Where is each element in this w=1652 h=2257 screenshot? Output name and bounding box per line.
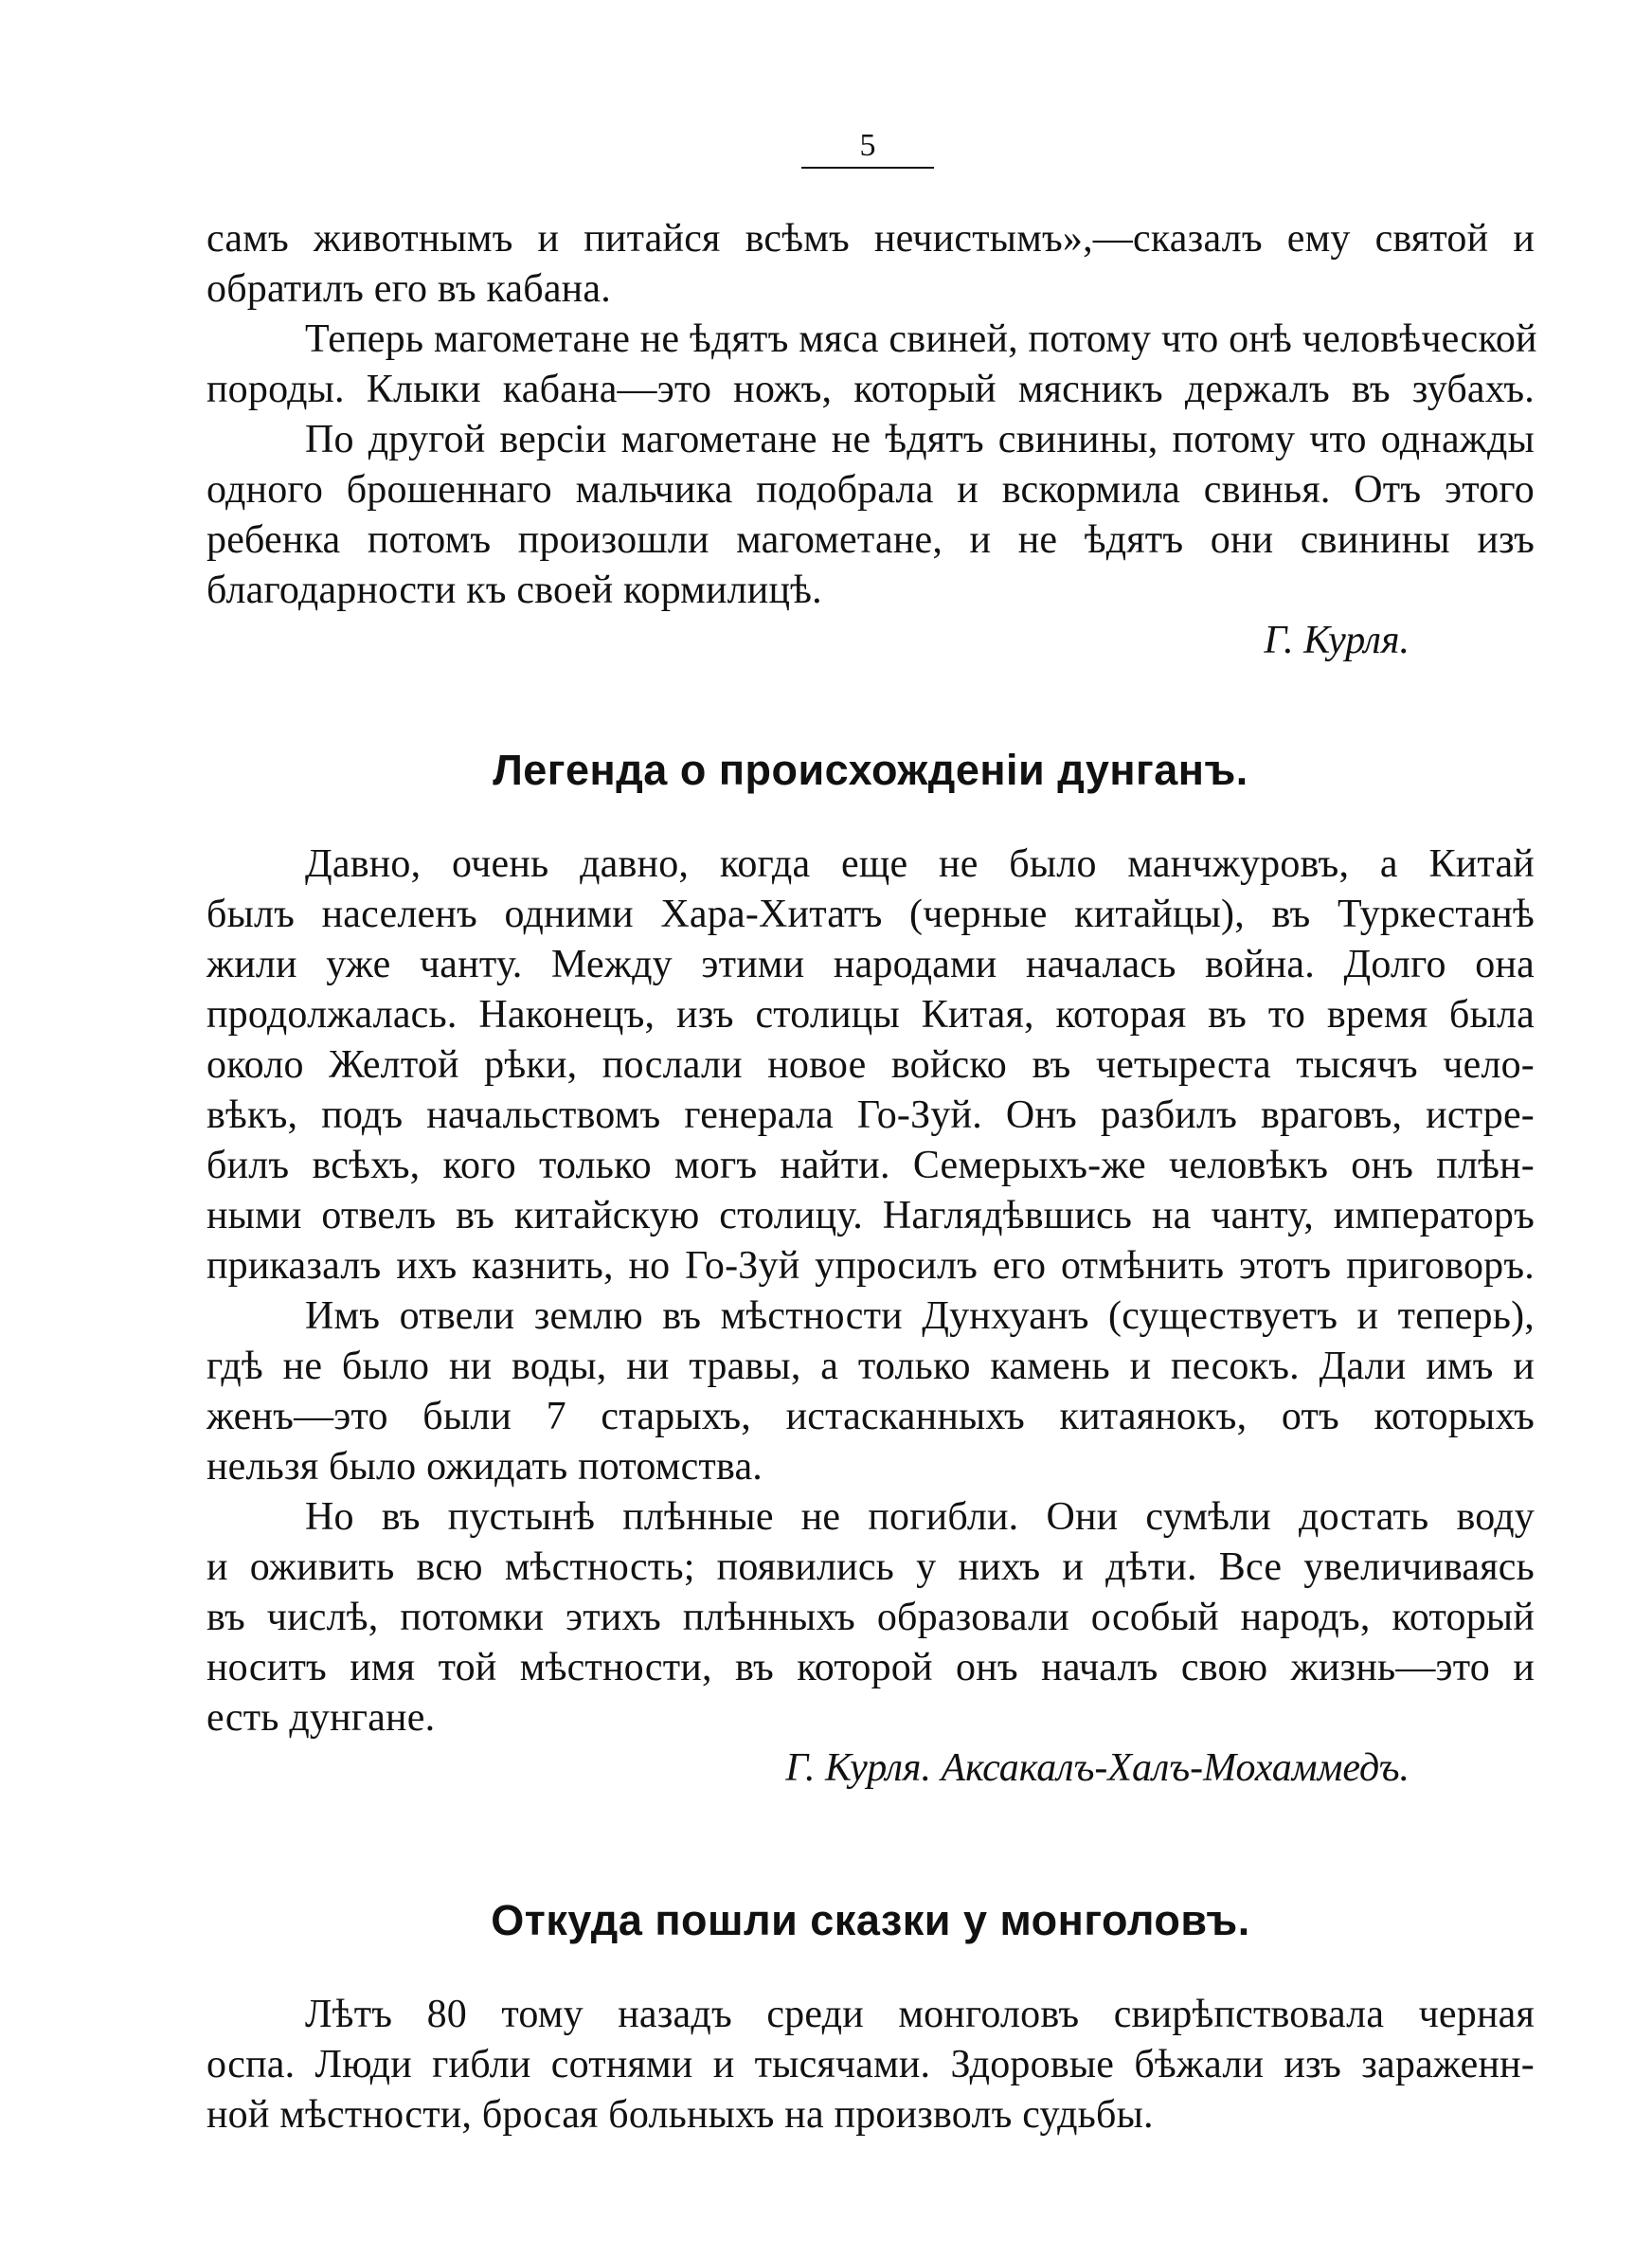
paragraph-line: ной мѣстности, бросая больныхъ на произволъ судьбы. [206, 2093, 1154, 2137]
paragraph-line: одного брошеннаго мальчика подобрала и вскормила свинья. Отъ этого [206, 468, 1535, 512]
signature: Г. Курля. Аксакалъ-Халъ-Мохаммедъ. [785, 1746, 1410, 1790]
signature: Г. Курля. [1264, 619, 1410, 662]
section-2-title: Легенда о происхожденіи дунганъ. [493, 746, 1248, 794]
paragraph-line: Но въ пустынѣ плѣнные не погибли. Они сумѣли достать воду [305, 1495, 1535, 1539]
paragraph-line: и оживить всю мѣстность; появились у нихъ и дѣти. Все увеличиваясь [206, 1545, 1535, 1589]
section-2-text [206, 840, 1535, 1794]
paragraph-line: По другой версіи магометане не ѣдятъ свинины, потому что однажды [305, 418, 1535, 461]
paragraph-line: гдѣ не было ни воды, ни травы, а только камень и песокъ. Дали имъ и [206, 1345, 1535, 1388]
paragraph-line: Давно, очень давно, когда еще не было манчжуровъ, а Китай [305, 842, 1535, 886]
section-3-title: Откуда пошли сказки у монголовъ. [491, 1896, 1250, 1944]
paragraph-line: самъ животнымъ и питайся всѣмъ нечистымъ»,—сказалъ ему святой и [206, 217, 1535, 261]
page-number-rule [801, 167, 934, 169]
paragraph-line: породы. Клыки кабана—это ножъ, который мясникъ держалъ въ зубахъ. [206, 368, 1535, 411]
paragraph-line: есть дунгане. [206, 1696, 436, 1740]
paragraph-line: оспа. Люди гибли сотнями и тысячами. Здоровые бѣжали изъ зараженн- [206, 2043, 1535, 2086]
page-number: 5 [859, 128, 876, 163]
paragraph-line: носитъ имя той мѣстности, въ которой онъ началъ свою жизнь—это и [206, 1646, 1535, 1689]
paragraph-line: около Желтой рѣки, послали новое войско въ четыреста тысячъ чело- [206, 1043, 1535, 1087]
paragraph-line: Имъ отвели землю въ мѣстности Дунхуанъ (существуетъ и теперь), [305, 1294, 1535, 1338]
paragraph-line: женъ—это были 7 старыхъ, истасканныхъ китаянокъ, отъ которыхъ [206, 1395, 1535, 1438]
paragraph-line: приказалъ ихъ казнить, но Го-Зуй упросилъ его отмѣнить этотъ приговоръ. [206, 1244, 1535, 1288]
paragraph-line: обратилъ его въ кабана. [206, 267, 611, 311]
paragraph-line: былъ населенъ одними Хара-Хитатъ (черные китайцы), въ Туркестанѣ [206, 893, 1535, 936]
paragraph-line: жили уже чанту. Между этими народами началась война. Долго она [206, 943, 1535, 986]
paragraph-line: нельзя было ожидать потомства. [206, 1445, 763, 1489]
paragraph-line: Теперь магометане не ѣдятъ мяса свиней, потому что онѣ человѣческой [305, 317, 1537, 361]
paragraph-line: ными отвелъ въ китайскую столицу. Наглядѣвшись на чанту, императоръ [206, 1194, 1535, 1237]
paragraph-line: Лѣтъ 80 тому назадъ среди монголовъ свирѣпствовала черная [305, 1993, 1535, 2036]
paragraph-line: билъ всѣхъ, кого только могъ найти. Семерыхъ-же человѣкъ онъ плѣн- [206, 1144, 1535, 1187]
paragraph-line: ребенка потомъ произошли магометане, и не ѣдятъ они свинины изъ [206, 518, 1535, 562]
paragraph-line: благодарности къ своей кормилицѣ. [206, 569, 822, 612]
section-1-text [206, 214, 1535, 666]
paragraph-line: вѣкъ, подъ начальствомъ генерала Го-Зуй. Онъ разбилъ враговъ, истре- [206, 1093, 1535, 1137]
paragraph-line: продолжалась. Наконецъ, изъ столицы Китая, которая въ то время была [206, 993, 1535, 1037]
section-3-text [206, 1990, 1535, 2140]
paragraph-line: въ числѣ, потомки этихъ плѣнныхъ образовали особый народъ, который [206, 1596, 1535, 1639]
